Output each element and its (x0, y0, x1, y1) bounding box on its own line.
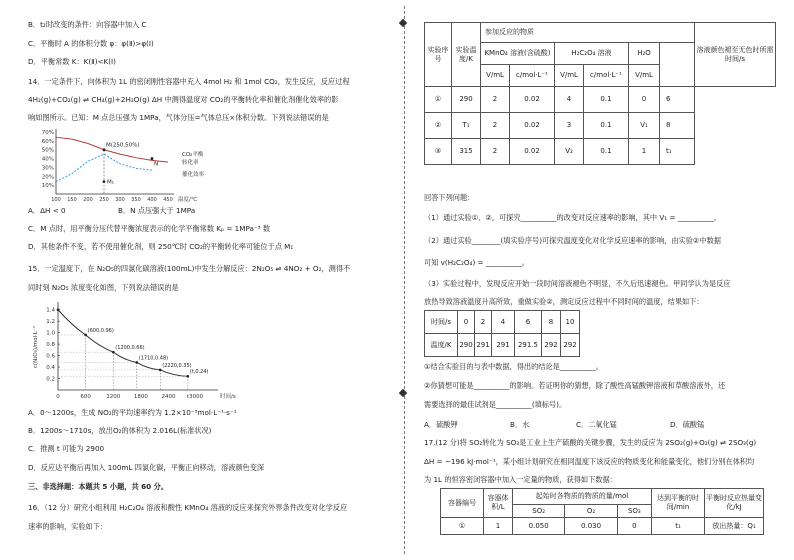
cell: 291 (475, 334, 492, 357)
choice-c: C．二氧化锰 (576, 420, 617, 429)
cell: 6 (660, 87, 695, 113)
point-m-label: M(250,50%) (106, 142, 140, 149)
cell: 2 (481, 87, 510, 113)
q14-option-d: D．其他条件不变，若不使用催化剂，则 250℃时 CO₂的平衡转化率可能位于点 M₁ (28, 242, 294, 251)
q16-part-3: （3）实验过程中，发现反应开始一段时间溶液褪色不明显，不久后迅速褪色。甲同学认为是反应 (424, 279, 731, 288)
q16-part-1: （1）通过实验①、②，可探究__________的改变对反应速率的影响，其中 V₁ = __________。 (424, 213, 721, 222)
q14-stem-2: 4H₂(g)+CO₂(g) ⇌ CH₄(g)+2H₂O(g) ΔH 中测得温度对 CO₂的平衡转化率和催化剂催化效率的影 (28, 95, 339, 104)
header-h2o: H₂O (629, 43, 660, 65)
x-tick-label: 1200 (106, 394, 121, 400)
t-tick-label: t (186, 394, 189, 400)
q14-chart (28, 126, 228, 204)
data-point (84, 334, 87, 337)
cell: 4 (555, 87, 584, 113)
table-row (425, 139, 776, 165)
y-tick-label: 30% (41, 165, 54, 172)
cell: t₁ (652, 518, 705, 535)
q15-option-c: C．推测 t 可能为 2900 (28, 444, 105, 453)
cell: 291.5 (515, 334, 542, 357)
choice-b: B．水 (510, 420, 530, 429)
legend-conversion: CO₂平衡 (182, 152, 204, 158)
sub-question-2: ②你猜想可能是__________的影响。若证明你的猜想，除了酸性高锰酸钾溶液和草酸溶液外，还 (424, 381, 726, 390)
x-tick-label: 350 (131, 197, 141, 203)
unit-v: V/mL (555, 65, 584, 87)
column-divider (404, 6, 405, 554)
t3-so3: SO₃ (617, 505, 651, 518)
y-tick-label: 10% (41, 183, 54, 190)
cell: ② (425, 113, 452, 139)
y-tick-label: 20% (41, 174, 54, 181)
q14-option-c: C．M 点时，用平衡分压代替平衡浓度表示的化学平衡常数 Kₚ = 1MPa⁻³ 数 (28, 224, 271, 233)
cell: 2 (481, 139, 510, 165)
x-tick-label: 150 (67, 197, 77, 203)
point-N (151, 157, 154, 160)
cell: ① (441, 518, 484, 535)
header-time: 溶液颜色褪至无色时所需时间/s (695, 23, 776, 87)
cell: 0.02 (510, 87, 555, 113)
header-reagents: 参加反应的物质 (481, 23, 695, 43)
answer-prompt: 回答下列问题： (424, 193, 475, 202)
cell: 292 (542, 334, 561, 357)
x-axis-label: 温度/℃ (178, 197, 198, 203)
cell: ③ (425, 139, 452, 165)
point-M (103, 148, 106, 151)
y-tick-label: 0.2 (46, 376, 55, 383)
y-tick-label: 70% (41, 130, 54, 136)
data-point (159, 369, 162, 372)
header-kmno4: KMnO₄ 溶液(含硫酸) (481, 43, 555, 65)
choice-d: D．硫酸锰 (670, 420, 705, 429)
point-label: (1710,0.48) (138, 355, 169, 362)
x-tick-label: 400 (147, 197, 157, 203)
x-tick-label: 2400 (161, 394, 176, 400)
header-temp: 实验温度/K (452, 23, 481, 87)
q15-option-d: D．反应达平衡后再加入 100mL 四氯化碳，平衡正向移动，溶液颜色变深 (28, 463, 265, 472)
cell: 0.1 (584, 113, 629, 139)
data-point (112, 351, 115, 354)
x-tick-label: 3000 (189, 394, 204, 400)
point-label: (600,0.96) (87, 327, 114, 334)
cell: 0.1 (584, 139, 629, 165)
x-tick-label: 450 (163, 197, 173, 203)
legend-efficiency: 催化效率 (182, 172, 205, 178)
unit-v: V/mL (629, 65, 660, 87)
q14-stem-1: 14．一定条件下，向体积为 1L 的密闭刚性容器中充入 4mol H₂ 和 1mol CO₂，发生反应，反应过程 (28, 77, 350, 86)
y-tick-label: 1.2 (46, 319, 55, 326)
cell: 0.030 (565, 518, 617, 535)
binding-mark (399, 19, 407, 27)
sub-question-2b: 需要选择的最佳试剂是__________(填标号)。 (424, 400, 567, 409)
x-tick-label: 600 (80, 394, 91, 400)
t3-header-id: 容器编号 (441, 489, 484, 518)
option-c: C．平衡时 A 的体积分数 φ：φ(Ⅱ)>φ(Ⅰ) (28, 39, 154, 48)
data-point (57, 308, 60, 311)
data-point (187, 375, 190, 378)
cell: 10 (561, 311, 580, 334)
unit-c: c/mol·L⁻¹ (584, 65, 629, 87)
cell: 6 (515, 311, 542, 334)
point-m1-label: M₁ (107, 179, 114, 186)
cell: 4 (492, 311, 515, 334)
q15-option-a: A．0～1200s，生成 NO₂的平均速率约为 1.2×10⁻³mol·L⁻¹·s⁻¹ (28, 408, 237, 417)
x-tick-label: 100 (51, 197, 61, 203)
q16-part-3b: 放热导致溶液温度升高所致，重做实验②，测定反应过程中不同时间的温度，结果如下： (424, 297, 704, 306)
q17-stem-1: 17.(12 分)将 SO₂转化为 SO₃是工业上生产硫酸的关键步骤，发生的反应为 2SO₂(g)+O₂(g) ⇌ 2SO₃(g) (424, 438, 757, 447)
y-tick-label: 0.8 (46, 342, 55, 349)
point-M₁ (103, 180, 106, 183)
q14-option-a: A．ΔH < 0 (28, 206, 66, 215)
cell: T₁ (452, 113, 481, 139)
q15-chart (28, 298, 236, 404)
t3-header-heat: 平衡时反应热量变化/kJ (705, 489, 764, 518)
x-tick-label: 300 (115, 197, 125, 203)
cell: V₁ (629, 113, 660, 139)
cell: 0 (458, 311, 475, 334)
cell: 290 (452, 87, 481, 113)
y-tick-label: 1.0 (46, 330, 55, 337)
x-tick-label: 0 (56, 394, 60, 400)
q16-part-2: （2）通过实验________(填实验序号)可探究温度变化对化学反应速率的影响，由实验②中数据 (424, 236, 721, 245)
cell: 1 (484, 518, 513, 535)
y-tick-label: 0.6 (46, 353, 55, 360)
choice-a: A．硫酸钾 (424, 420, 458, 429)
unit-c: c/mol·L⁻¹ (510, 65, 555, 87)
cell: 8 (542, 311, 561, 334)
q14-stem-3: 响如图所示。已知：M 点总压强为 1MPa，气体分压=气体总压×体积分数。下列说法错误的是 (28, 113, 329, 122)
q14-option-b: B．N 点压强大于 1MPa (118, 206, 196, 215)
cell: 0.02 (510, 139, 555, 165)
x-axis-label: 时间/s (220, 394, 236, 400)
y-tick-label: 1.4 (46, 307, 55, 314)
point-label: (1200,0.66) (115, 345, 145, 352)
cell: 3 (555, 113, 584, 139)
section-heading: 三、非选择题：本题共 5 小题，共 60 分。 (28, 482, 169, 491)
cell: 315 (452, 139, 481, 165)
header-h2c2o4: H₂C₂O₄ 溶液 (555, 43, 629, 65)
y-tick-label: 40% (41, 156, 54, 163)
cell: 1 (629, 139, 660, 165)
cell: ① (425, 87, 452, 113)
q17-stem-2: ΔH = −196 kJ·mol⁻¹，某小组计划研究在相同温度下该反应的物质变化和能量变化，他们分别在体积均 (424, 457, 755, 466)
t2-header-time: 时间/s (425, 311, 458, 334)
cell: 0.02 (510, 113, 555, 139)
table-row (425, 87, 776, 113)
cell: 0 (629, 87, 660, 113)
q15-stem-1: 15．一定温度下，在 N₂O₅的四氯化碳溶液(100mL)中发生分解反应：2N₂O₅ ⇌ 4NO₂ + O₂，测得不 (28, 264, 351, 273)
experiment-table (424, 22, 776, 165)
t3-header-time: 达到平衡的时间/min (652, 489, 705, 518)
cell: t₁ (660, 139, 695, 165)
point-n-label: N (154, 161, 159, 168)
q16-part-2b: 可知 v(H₂C₂O₄) = __________。 (424, 258, 529, 267)
t3-o2: O₂ (565, 505, 617, 518)
option-d: D．平衡常数 K：K(Ⅱ)<K(Ⅰ) (28, 57, 116, 66)
table-row (441, 518, 764, 535)
cell: 0.1 (584, 87, 629, 113)
cell: V₂ (555, 139, 584, 165)
cell: 放出热量：Q₁ (705, 518, 764, 535)
point-label: (t,0.24) (189, 369, 209, 376)
option-b: B．t₂时改变的条件：向容器中加入 C (28, 20, 147, 29)
y-axis-label: c(N₂O₅)/mol·L⁻¹ (33, 325, 39, 369)
cell: 0 (617, 518, 651, 535)
y-tick-label: 50% (41, 147, 54, 154)
binding-mark (399, 389, 407, 397)
table-row (425, 113, 776, 139)
legend-conversion-2: 转化率 (182, 160, 199, 166)
q16-stem-2: 速率的影响，实验如下： (28, 522, 108, 531)
unit-v: V/mL (481, 65, 510, 87)
cell: 0.050 (513, 518, 565, 535)
sub-question-1: ①结合实验目的与表中数据，得出的结论是__________。 (424, 362, 603, 371)
t2-header-temp: 温度/K (425, 334, 458, 357)
t3-header-initial: 起始时各物质的物质的量/mol (513, 489, 652, 505)
cell: 290 (458, 334, 475, 357)
q15-option-b: B．1200s～1710s，放出O₂的体积为 2.016L(标准状况) (28, 426, 212, 435)
t3-so2: SO₂ (513, 505, 565, 518)
y-tick-label: 0.4 (46, 365, 55, 372)
cell: 8 (660, 113, 695, 139)
cell: 291 (492, 334, 515, 357)
header-exp: 实验序号 (425, 23, 452, 87)
q15-stem-2: 同时刻 N₂O₅ 浓度变化如图，下列说法错误的是 (28, 283, 179, 292)
point-label: (2220,0.35) (162, 362, 192, 369)
cell: 2 (475, 311, 492, 334)
y-tick-label: 60% (41, 138, 54, 145)
container-table (440, 488, 764, 535)
data-point (135, 361, 138, 364)
cell: 292 (561, 334, 580, 357)
x-tick-label: 250 (99, 197, 109, 203)
x-tick-label: 1800 (133, 394, 148, 400)
temperature-table (424, 310, 580, 357)
x-tick-label: 200 (83, 197, 93, 203)
q16-stem-1: 16．（12 分）研究小组利用 H₂C₂O₄ 溶液和酸性 KMnO₄ 溶液的反应来探究外界条件改变对化学反应 (28, 503, 348, 512)
q17-stem-3: 为 1L 的恒容密闭容器中加入一定量的物质，获得如下数据： (424, 475, 617, 484)
cell: 2 (481, 113, 510, 139)
t3-header-volume: 容器体积/L (484, 489, 513, 518)
